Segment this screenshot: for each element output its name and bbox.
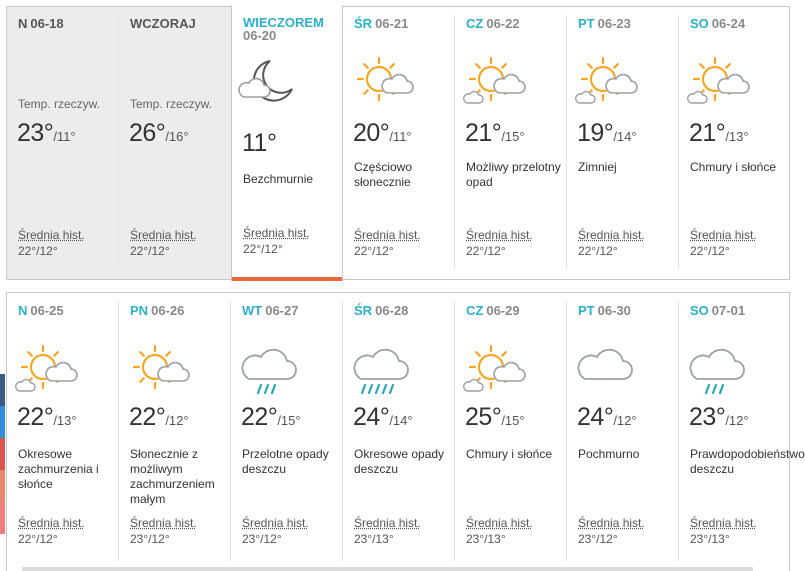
historical-average	[690, 515, 757, 547]
forecast-day-row2-1[interactable]	[119, 293, 231, 571]
weather-description: Okresowe zachmurzenia i słońce	[18, 447, 99, 491]
day-date: 06-28	[375, 303, 409, 318]
temp-high: 22°	[241, 403, 278, 431]
temp-low: /15°	[501, 413, 525, 428]
temp-high: 11°	[242, 129, 277, 157]
forecast-day-row2-6[interactable]	[679, 293, 805, 571]
historical-average	[18, 227, 85, 259]
temperatures	[17, 403, 77, 432]
forecast-day-row1-1[interactable]	[119, 7, 231, 279]
day-header	[18, 303, 64, 318]
day-date: 06-25	[30, 303, 64, 318]
cloud-rain-icon	[685, 337, 755, 401]
temp-high: 23°	[17, 119, 54, 147]
side-tab-blue[interactable]	[0, 406, 5, 438]
sun-clouds-icon	[573, 49, 643, 113]
cloud-icon	[573, 337, 643, 401]
temperatures	[241, 403, 301, 432]
day-header	[130, 303, 184, 318]
cloud-glyph	[690, 350, 744, 379]
weather-description: Chmury i słońce	[690, 160, 777, 174]
day-name: ŚR	[354, 16, 373, 31]
day-header	[243, 15, 324, 42]
hist-label[interactable]: Średnia hist.	[690, 228, 757, 242]
day-date: 06-27	[265, 303, 299, 318]
hist-value: 23°/12°	[578, 532, 618, 546]
forecast-day-row2-4[interactable]	[455, 293, 567, 571]
hist-value: 22°/12°	[18, 244, 58, 258]
horizontal-scrollbar[interactable]	[22, 567, 753, 571]
historical-average	[354, 515, 421, 547]
historical-average	[690, 227, 757, 259]
cloud-glyph	[494, 363, 525, 381]
forecast-day-row2-3[interactable]	[343, 293, 455, 571]
cloud-glyph	[382, 75, 413, 93]
day-date: 06-24	[711, 16, 746, 31]
day-date: 06-29	[486, 303, 520, 318]
historical-average	[578, 227, 645, 259]
side-tab-dark[interactable]	[0, 374, 5, 406]
temp-high: 19°	[577, 119, 614, 147]
weather-description: Przelotne opady deszczu	[242, 447, 329, 476]
day-date: 07-01	[711, 303, 746, 318]
forecast-day-row2-0[interactable]	[7, 293, 119, 571]
day-name: N	[18, 303, 28, 318]
temp-high: 24°	[353, 403, 390, 431]
small-cloud-glyph	[688, 92, 707, 103]
day-date: 06-18	[30, 16, 64, 31]
hist-value: 22°/12°	[466, 244, 506, 258]
weather-description: Możliwy przelotny opad	[466, 160, 561, 189]
sun-clouds-icon	[461, 337, 531, 401]
day-date: 06-20	[243, 28, 277, 43]
day-name: PN	[130, 303, 149, 318]
forecast-row-2	[6, 292, 805, 571]
forecast-day-row2-2[interactable]	[231, 293, 343, 571]
hist-label[interactable]: Średnia hist.	[690, 516, 757, 530]
day-header	[578, 16, 631, 31]
forecast-day-row1-5[interactable]	[567, 7, 679, 279]
day-name: SO	[690, 303, 709, 318]
historical-average	[243, 225, 310, 257]
weather-description: Częściowo słonecznie	[354, 160, 413, 189]
side-tab-red[interactable]	[0, 438, 5, 470]
historical-average	[130, 227, 197, 259]
temp-low: /13°	[53, 413, 77, 428]
temp-low: /16°	[165, 129, 189, 144]
day-date: 06-23	[597, 16, 631, 31]
hist-label[interactable]: Średnia hist.	[466, 228, 533, 242]
temperatures	[129, 119, 189, 148]
cloud-glyph	[158, 363, 189, 381]
temperatures	[689, 403, 749, 432]
day-header	[690, 16, 745, 31]
day-name: SO	[690, 16, 709, 31]
hist-label[interactable]: Średnia hist.	[130, 516, 197, 530]
day-name: CZ	[466, 16, 484, 31]
temp-high: 22°	[129, 403, 166, 431]
day-header	[466, 16, 520, 31]
forecast-day-row1-4[interactable]	[455, 7, 567, 279]
temperatures	[465, 119, 525, 148]
hist-value: 22°/12°	[354, 244, 394, 258]
forecast-day-row1-2[interactable]	[231, 5, 343, 281]
temp-low: /12°	[165, 413, 189, 428]
weather-description: Bezchmurnie	[243, 172, 314, 186]
temperatures	[577, 119, 637, 148]
historical-average	[18, 515, 85, 547]
day-name: CZ	[466, 303, 484, 318]
hist-label[interactable]: Średnia hist.	[578, 516, 645, 530]
day-name: ŚR	[354, 303, 373, 318]
temp-high: 24°	[577, 403, 614, 431]
cloud-glyph	[718, 75, 749, 93]
historical-average	[578, 515, 645, 547]
temp-high: 20°	[353, 119, 390, 147]
day-name: PT	[578, 16, 595, 31]
temp-low: /14°	[389, 413, 413, 428]
cloud-glyph	[578, 350, 632, 379]
historical-average	[354, 227, 421, 259]
day-name: PT	[578, 303, 595, 318]
hist-label[interactable]: Średnia hist.	[130, 228, 197, 242]
forecast-row-1	[6, 6, 790, 280]
temp-high: 26°	[129, 119, 166, 147]
weather-description: Zimniej	[578, 160, 617, 174]
moon-cloud-icon	[240, 55, 310, 119]
day-header	[354, 303, 408, 318]
forecast-day-row1-0[interactable]	[7, 7, 119, 279]
day-date: 06-22	[486, 16, 520, 31]
hist-label[interactable]: Średnia hist.	[18, 516, 85, 530]
temp-high: 21°	[689, 119, 726, 147]
small-cloud-glyph	[576, 92, 595, 103]
sun-clouds-icon	[13, 337, 83, 401]
forecast-day-row1-6[interactable]	[679, 7, 791, 279]
today-indicator-bar	[232, 277, 342, 281]
temperatures	[242, 129, 276, 158]
hist-label[interactable]: Średnia hist.	[243, 226, 310, 240]
sun-cloud-icon	[125, 337, 195, 401]
hist-value: 22°/12°	[578, 244, 618, 258]
sun-clouds-icon	[461, 49, 531, 113]
cloud-rain-icon	[237, 337, 307, 401]
day-date: 06-21	[375, 16, 409, 31]
hist-value: 23°/13°	[690, 532, 730, 546]
weather-description: Okresowe opady deszczu	[354, 447, 445, 476]
day-header	[18, 16, 64, 31]
cloud-heavy-rain-icon	[349, 337, 419, 401]
temperatures	[689, 119, 749, 148]
temperatures	[577, 403, 637, 432]
day-date: 06-30	[597, 303, 631, 318]
small-cloud-glyph	[464, 380, 483, 391]
historical-average	[242, 515, 309, 547]
hist-label[interactable]: Średnia hist.	[18, 228, 85, 242]
temp-high: 23°	[689, 403, 726, 431]
day-header	[578, 303, 631, 318]
actual-temp-label: Temp. rzeczyw.	[130, 97, 213, 111]
hist-value: 23°/12°	[130, 532, 170, 546]
temperatures	[465, 403, 525, 432]
cloud-glyph	[354, 350, 408, 379]
hist-label[interactable]: Średnia hist.	[354, 228, 421, 242]
temp-high: 21°	[465, 119, 502, 147]
temp-high: 22°	[17, 403, 54, 431]
day-name: WT	[242, 303, 263, 318]
cloud-glyph	[46, 363, 77, 381]
temperatures	[17, 119, 76, 148]
hist-value: 23°/13°	[466, 532, 506, 546]
temp-low: /14°	[613, 129, 637, 144]
day-header	[466, 303, 520, 318]
historical-average	[466, 227, 533, 259]
hist-value: 23°/12°	[242, 532, 282, 546]
forecast-day-row1-3[interactable]	[343, 7, 455, 279]
hist-label[interactable]: Średnia hist.	[354, 516, 421, 530]
cloud-glyph	[494, 75, 525, 93]
day-header	[354, 16, 408, 31]
hist-value: 22°/12°	[130, 244, 170, 258]
temperatures	[353, 119, 412, 148]
hist-label[interactable]: Średnia hist.	[242, 516, 309, 530]
small-cloud-glyph	[16, 380, 35, 391]
temp-low: /15°	[277, 413, 301, 428]
hist-value: 22°/12°	[243, 242, 283, 256]
temperatures	[129, 403, 189, 432]
historical-average	[466, 515, 533, 547]
sun-clouds-icon	[685, 49, 755, 113]
weather-description: Prawdopodobieństwo deszczu	[690, 447, 805, 476]
day-name: N	[18, 16, 28, 31]
actual-temp-label: Temp. rzeczyw.	[18, 97, 101, 111]
hist-value: 22°/12°	[18, 532, 58, 546]
historical-average	[130, 515, 197, 547]
hist-value: 23°/13°	[354, 532, 394, 546]
day-header	[242, 303, 298, 318]
small-cloud-glyph	[464, 92, 483, 103]
day-name: WCZORAJ	[130, 16, 196, 31]
cloud-glyph	[606, 75, 637, 93]
temp-low: /12°	[725, 413, 749, 428]
side-tab-pink[interactable]	[0, 502, 5, 534]
temp-low: /13°	[725, 129, 749, 144]
temp-low: /11°	[53, 129, 76, 144]
hist-value: 22°/12°	[690, 244, 730, 258]
side-tab-orange[interactable]	[0, 470, 5, 502]
weather-description: Chmury i słońce	[466, 447, 553, 461]
sun-cloud-icon	[349, 49, 419, 113]
day-header	[690, 303, 745, 318]
day-header	[130, 16, 199, 31]
weather-description: Pochmurno	[578, 447, 640, 461]
temp-high: 25°	[465, 403, 502, 431]
temp-low: /12°	[613, 413, 637, 428]
day-date: 06-26	[151, 303, 185, 318]
weather-description: Słonecznie z możliwym zachmurzeniem małym	[130, 447, 215, 506]
temperatures	[353, 403, 413, 432]
day-name: WIECZOREM	[243, 15, 324, 30]
hist-label[interactable]: Średnia hist.	[578, 228, 645, 242]
hist-label[interactable]: Średnia hist.	[466, 516, 533, 530]
temp-low: /11°	[389, 129, 412, 144]
cloud-glyph	[242, 350, 296, 379]
temp-low: /15°	[501, 129, 525, 144]
forecast-day-row2-5[interactable]	[567, 293, 679, 571]
